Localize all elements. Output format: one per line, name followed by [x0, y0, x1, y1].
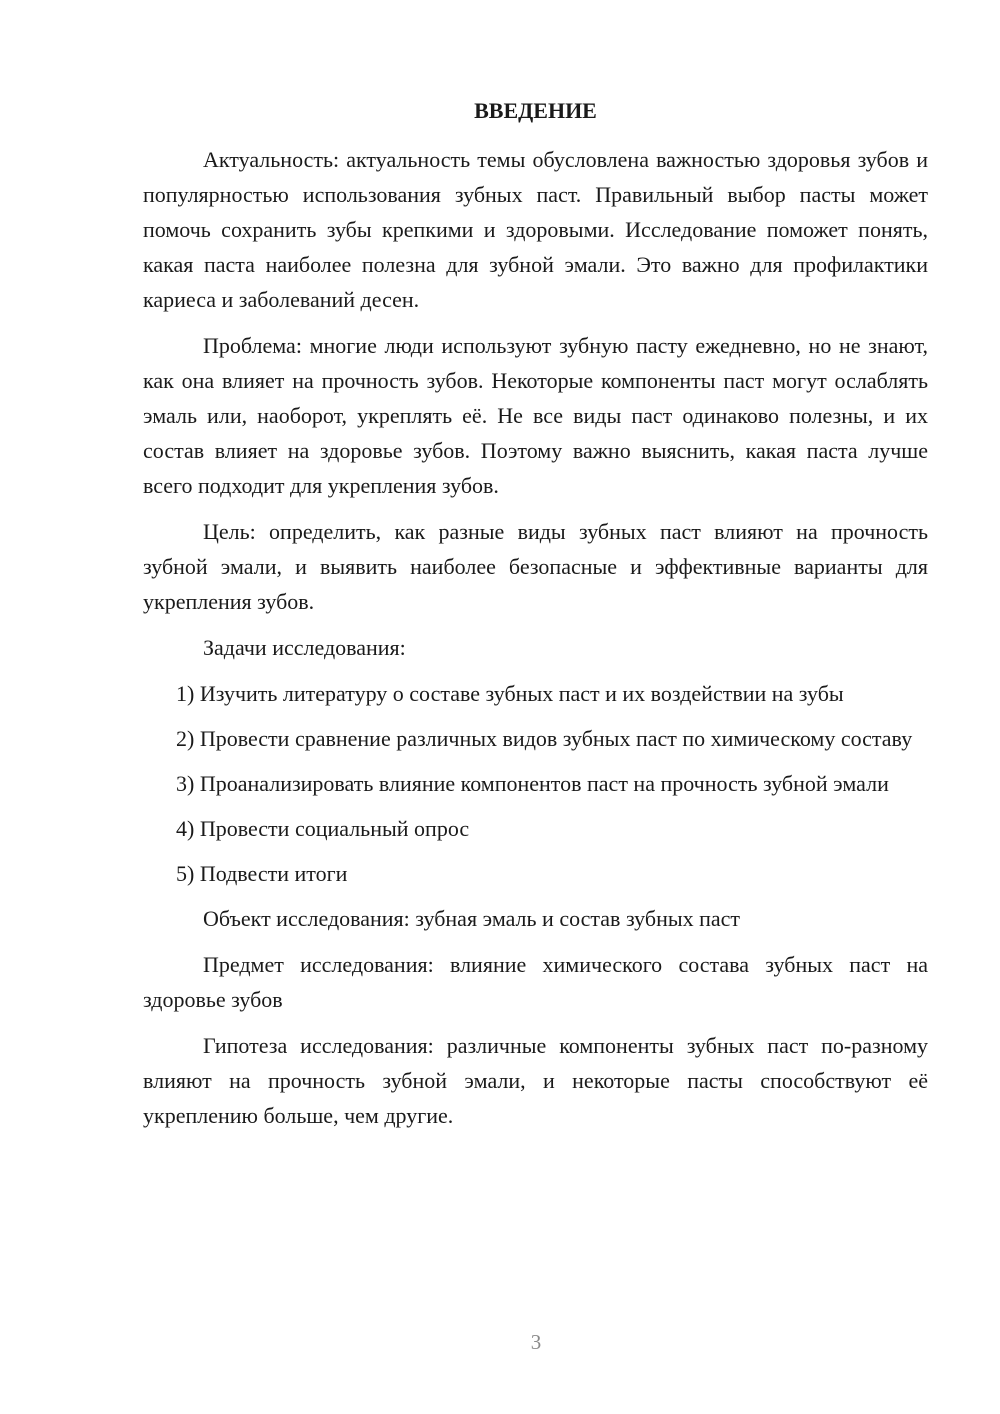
task-item: 3) Проанализировать влияние компонентов паст на прочность зубной эмали	[176, 771, 889, 796]
tasks-heading: Задачи исследования:	[203, 635, 406, 660]
goal-paragraph: Цель: определить, как разные виды зубных паст влияют на прочность зубной эмали, и выявить наиболее безопасные и эффективные варианты для укрепления зубов.	[143, 519, 928, 614]
task-item: 2) Провести сравнение различных видов зубных паст по химическому составу	[176, 726, 913, 751]
task-item: 4) Провести социальный опрос	[176, 816, 470, 841]
problem-paragraph: Проблема: многие люди используют зубную пасту ежедневно, но не знают, как она влияет на прочность зубов. Некоторые компоненты паст могут ослаблять эмаль или, наоборот, укреплять её. Не все виды паст одинаково полезны, и их состав влияет на здоровье зубов. Поэтому важно выяснить, какая паста лучше всего подходит для укрепления зубов.	[143, 333, 928, 498]
page-number: 3	[530, 1330, 542, 1354]
task-item: 1) Изучить литературу о составе зубных паст и их воздействии на зубы	[176, 681, 844, 706]
document-body	[143, 96, 928, 1144]
object-paragraph: Объект исследования: зубная эмаль и состав зубных паст	[203, 906, 741, 931]
relevance-paragraph: Актуальность: актуальность темы обусловлена важностью здоровья зубов и популярностью использования зубных паст. Правильный выбор пасты может помочь сохранить зубы крепкими и здоровыми. Исследование поможет понять, какая паста наиболее полезна для зубной эмали. Это важно для профилактики кариеса и заболеваний десен.	[143, 147, 928, 312]
task-item: 5) Подвести итоги	[176, 861, 348, 886]
hypothesis-paragraph: Гипотеза исследования: различные компоненты зубных паст по-разному влияют на прочность зубной эмали, и некоторые пасты способствуют её укреплению больше, чем другие.	[143, 1033, 928, 1128]
subject-paragraph: Предмет исследования: влияние химического состава зубных паст на здоровье зубов	[143, 952, 928, 1012]
section-title: ВВЕДЕНИЕ	[474, 98, 597, 123]
